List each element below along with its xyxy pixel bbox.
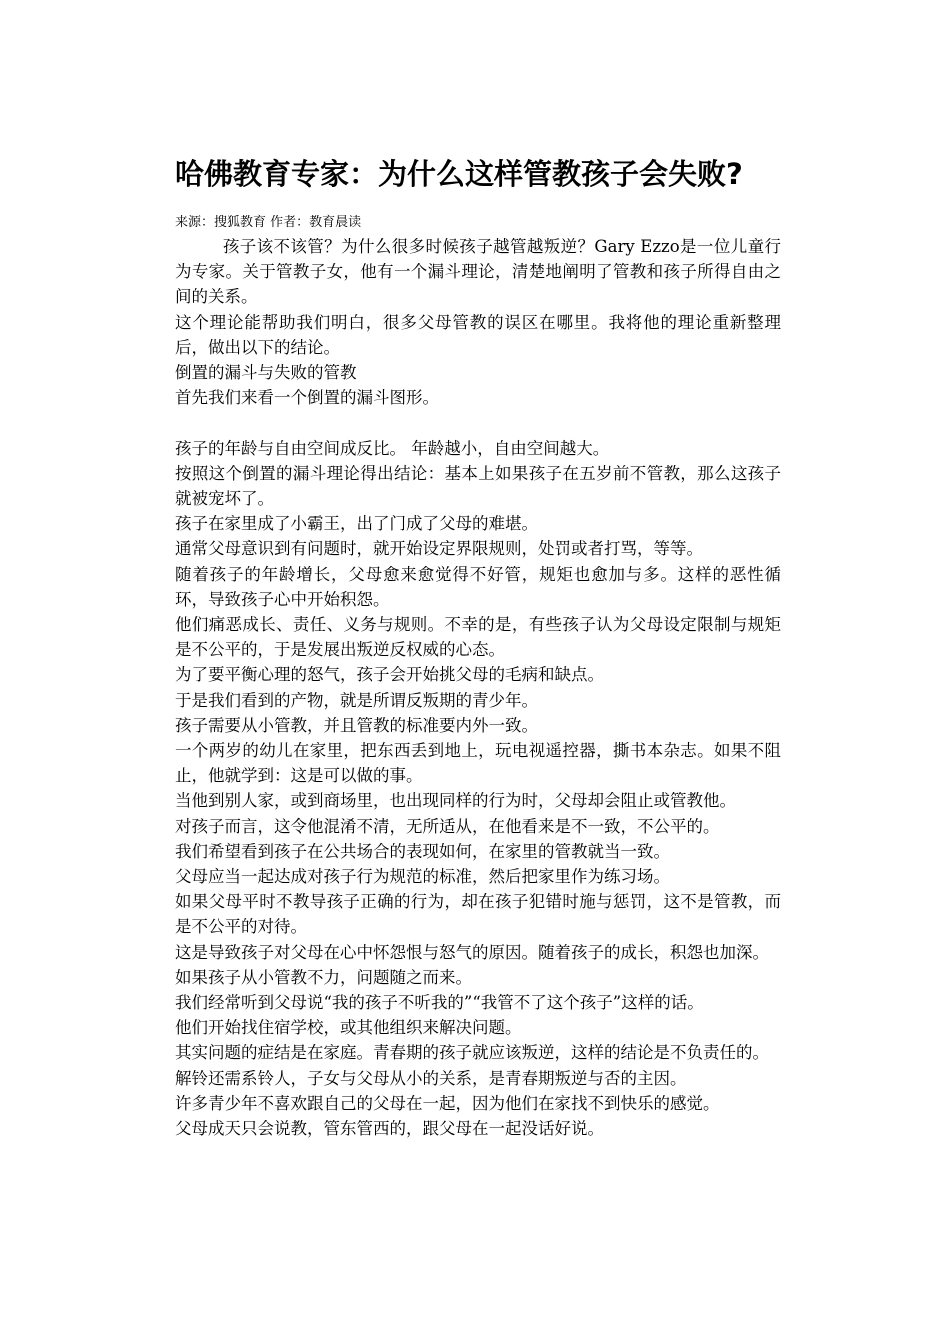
section-heading: 倒置的漏斗与失败的管教 [175, 363, 357, 383]
paragraph: 父母应当一起达成对孩子行为规范的标准，然后把家里作为练习场。 [175, 867, 670, 887]
blank-line [175, 410, 781, 435]
paragraph: 许多青少年不喜欢跟自己的父母在一起，因为他们在家找不到快乐的感觉。 [175, 1093, 720, 1113]
paragraph: 我们经常听到父母说“我的孩子不听我的”“我管不了这个孩子”这样的话。 [175, 993, 704, 1013]
paragraph: 对孩子而言，这令他混淆不清，无所适从，在他看来是不一致，不公平的。 [175, 816, 720, 836]
article-body [175, 234, 781, 1141]
paragraph: 如果孩子从小管教不力，问题随之而来。 [175, 967, 472, 987]
paragraph: 这是导致孩子对父母在心中怀怨恨与怒气的原因。随着孩子的成长，积怨也加深。 [175, 942, 769, 962]
paragraph: 随着孩子的年龄增长，父母愈来愈觉得不好管，规矩也愈加与多。这样的恶性循环，导致孩子心中开始积怨。 [175, 564, 781, 609]
paragraph: 他们开始找住宿学校，或其他组织来解决问题。 [175, 1018, 522, 1038]
paragraph: 如果父母平时不教导孩子正确的行为，却在孩子犯错时施与惩罚，这不是管教，而是不公平的对待。 [175, 892, 781, 937]
paragraph: 孩子需要从小管教，并且管教的标准要内外一致。 [175, 715, 538, 735]
paragraph: 这个理论能帮助我们明白，很多父母管教的误区在哪里。我将他的理论重新整理后，做出以下的结论。 [175, 312, 781, 357]
paragraph: 解铃还需系铃人，子女与父母从小的关系，是青春期叛逆与否的主因。 [175, 1068, 687, 1088]
paragraph: 其实问题的症结是在家庭。青春期的孩子就应该叛逆，这样的结论是不负责任的。 [175, 1043, 769, 1063]
paragraph: 孩子该不该管？为什么很多时候孩子越管越叛逆？Gary Ezzo是一位儿童行为专家。关于管教子女，他有一个漏斗理论，清楚地阐明了管教和孩子所得自由之间的关系。 [175, 237, 781, 307]
paragraph: 当他到别人家，或到商场里，也出现同样的行为时，父母却会阻止或管教他。 [175, 791, 736, 811]
paragraph: 孩子的年龄与自由空间成反比。 年龄越小，自由空间越大。 [175, 438, 610, 458]
paragraph: 于是我们看到的产物，就是所谓反叛期的青少年。 [175, 690, 538, 710]
paragraph: 他们痛恶成长、责任、义务与规则。不幸的是，有些孩子认为父母设定限制与规矩是不公平的，于是发展出叛逆反权威的心态。 [175, 615, 781, 660]
paragraph: 按照这个倒置的漏斗理论得出结论：基本上如果孩子在五岁前不管教，那么这孩子就被宠坏了。 [175, 463, 781, 509]
article-title: 哈佛教育专家：为什么这样管教孩子会失败? [175, 157, 743, 191]
paragraph: 父母成天只会说教，管东管西的，跟父母在一起没话好说。 [175, 1119, 604, 1139]
paragraph: 首先我们来看一个倒置的漏斗图形。 [175, 388, 439, 408]
paragraph: 孩子在家里成了小霸王，出了门成了父母的难堪。 [175, 514, 538, 534]
article-source-line: 来源：搜狐教育 作者：教育晨读 [175, 215, 362, 230]
paragraph: 一个两岁的幼儿在家里，把东西丢到地上，玩电视遥控器，撕书本杂志。如果不阻止，他就学到：这是可以做的事。 [175, 741, 781, 786]
paragraph: 我们希望看到孩子在公共场合的表现如何，在家里的管教就当一致。 [175, 841, 670, 861]
paragraph: 通常父母意识到有问题时，就开始设定界限规则，处罚或者打骂，等等。 [175, 539, 703, 559]
paragraph: 为了要平衡心理的怒气，孩子会开始挑父母的毛病和缺点。 [175, 665, 604, 685]
